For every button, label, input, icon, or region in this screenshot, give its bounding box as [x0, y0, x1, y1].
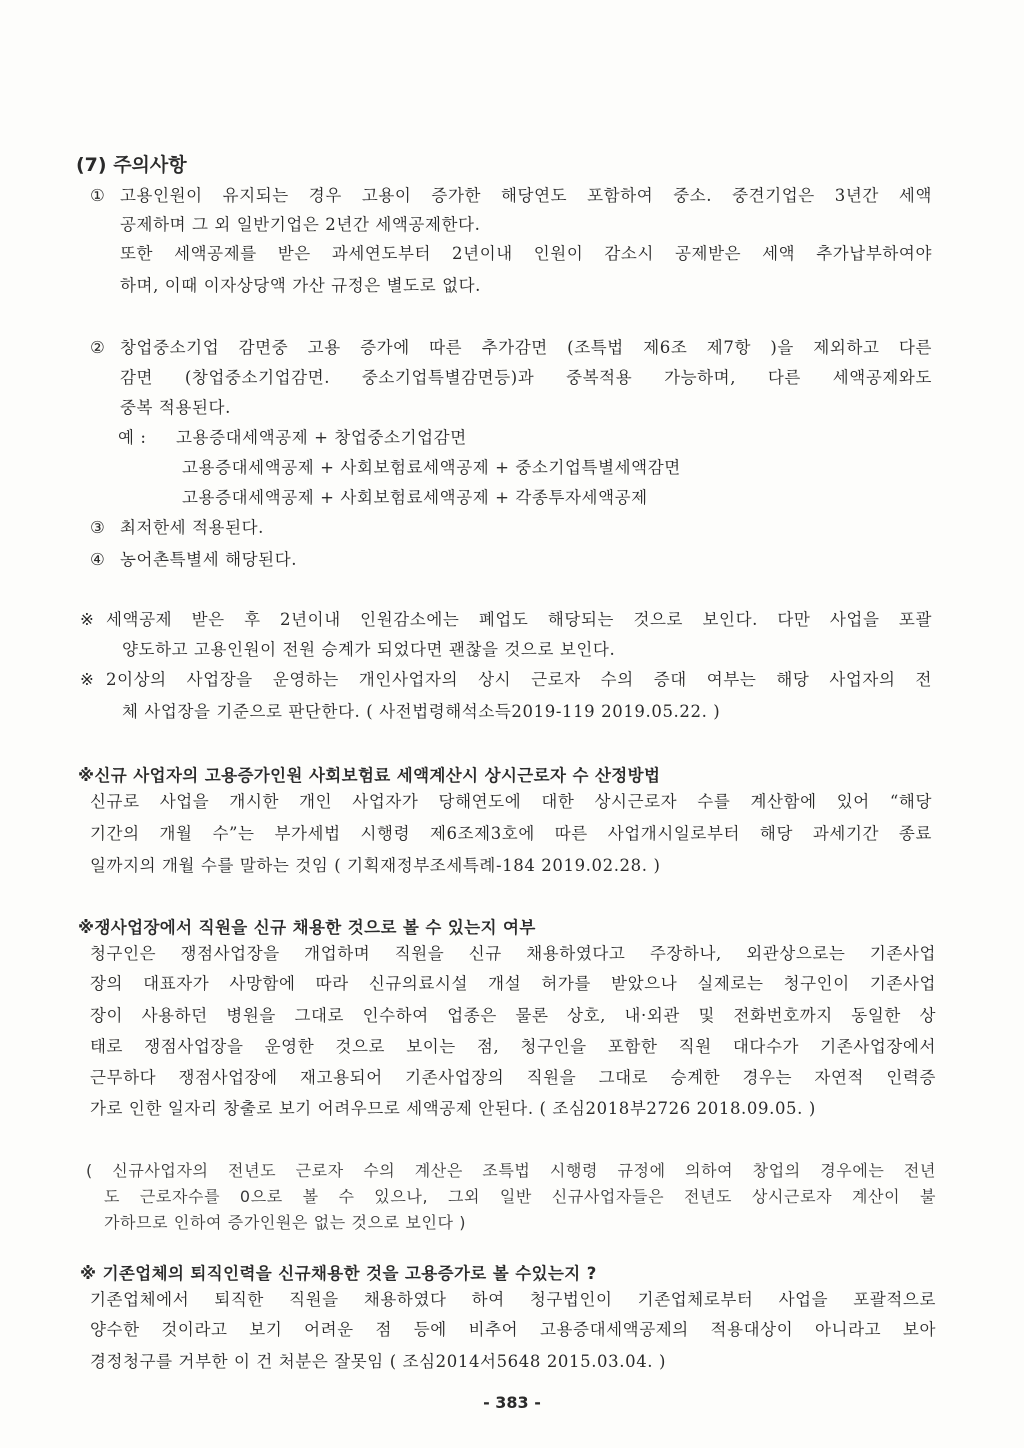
paragraph-line: 가로 인한 일자리 창출로 보기 어려우므로 세액공제 안된다. ( 조심2018부2726 2018.09.05. ): [90, 1099, 816, 1118]
item-marker: ②: [90, 338, 106, 357]
section-heading: ※ 기존업체의 퇴직인력을 신규채용한 것을 고용증가로 볼 수있는지 ?: [80, 1264, 597, 1283]
note-line: 체 사업장을 기준으로 판단한다. ( 사전법령해석소득2019-119 2019.05.22. ): [122, 702, 721, 721]
paragraph-line: 기존업체에서 퇴직한 직원을 채용하였다 하여 청구법인이 기존업체로부터 사업을 포괄적으로: [90, 1290, 936, 1309]
paragraph-line: 하며, 이때 이자상당액 가산 규정은 별도로 없다.: [120, 276, 481, 295]
paragraph-line: 경정청구를 거부한 이 건 처분은 잘못임 ( 조심2014서5648 2015.03.04. ): [90, 1352, 667, 1371]
note-line: 2이상의 사업장을 운영하는 개인사업자의 상시 근로자 수의 증대 여부는 해당 사업자의 전: [106, 670, 932, 689]
paragraph-line: 감면 (창업중소기업감면. 중소기업특별감면등)과 중복적용 가능하며, 다른 세액공제와도: [120, 368, 932, 387]
paragraph-line: 신규로 사업을 개시한 개인 사업자가 당해연도에 대한 상시근로자 수를 계산함에 있어 “해당: [90, 792, 932, 811]
paragraph-line: 청구인은 쟁점사업장을 개업하며 직원을 신규 채용하였다고 주장하나, 외관상으로는 기존사업: [90, 944, 936, 963]
note-marker: ※: [80, 670, 95, 689]
paragraph-line: 창업중소기업 감면중 고용 증가에 따른 추가감면 (조특법 제6조 제7항 )을 제외하고 다른: [120, 338, 932, 357]
example-line: 고용증대세액공제 + 사회보험료세액공제 + 중소기업특별세액감면: [182, 458, 681, 477]
paragraph-line: 태로 쟁점사업장을 운영한 것으로 보이는 점, 청구인을 포함한 직원 대다수가 기존사업장에서: [90, 1037, 936, 1056]
example-line: 고용증대세액공제 + 창업중소기업감면: [176, 428, 467, 447]
handwritten-note-line: ( 신규사업자의 전년도 근로자 수의 계산은 조특법 시행령 규정에 의하여 창업의 경우에는 전년: [86, 1161, 936, 1180]
section-heading: (7) 주의사항: [76, 154, 187, 176]
page-number: - 383 -: [483, 1393, 541, 1412]
paragraph-line: 고용인원이 유지되는 경우 고용이 증가한 해당연도 포함하여 중소. 중견기업은 3년간 세액: [120, 186, 932, 205]
paragraph-line: 장의 대표자가 사망함에 따라 신규의료시설 개설 허가를 받았으나 실제로는 청구인이 기존사업: [90, 974, 936, 993]
paragraph-line: 기간의 개월 수”는 부가세법 시행령 제6조제3호에 따른 사업개시일로부터 해당 과세기간 종료: [90, 824, 932, 843]
handwritten-note-line: 가하므로 인하여 증가인원은 없는 것으로 보인다 ): [104, 1213, 467, 1232]
paragraph-line: 일까지의 개월 수를 말하는 것임 ( 기획재정부조세특례-184 2019.02.28. ): [90, 856, 661, 875]
paragraph-line: 최저한세 적용된다.: [120, 518, 265, 537]
item-marker: ④: [90, 550, 106, 569]
note-marker: ※: [80, 610, 95, 629]
note-line: 세액공제 받은 후 2년이내 인원감소에는 폐업도 해당되는 것으로 보인다. 다만 사업을 포괄: [106, 610, 932, 629]
example-line: 고용증대세액공제 + 사회보험료세액공제 + 각종투자세액공제: [182, 488, 648, 507]
example-label: 예 :: [118, 428, 147, 447]
item-marker: ③: [90, 518, 106, 537]
section-heading: ※쟁사업장에서 직원을 신규 채용한 것으로 볼 수 있는지 여부: [78, 918, 536, 937]
item-marker: ①: [90, 186, 106, 205]
section-heading: ※신규 사업자의 고용증가인원 사회보험료 세액계산시 상시근로자 수 산정방법: [78, 766, 661, 785]
paragraph-line: 양수한 것이라고 보기 어려운 점 등에 비추어 고용증대세액공제의 적용대상이 아니라고 보아: [90, 1320, 936, 1339]
note-line: 양도하고 고용인원이 전원 승계가 되었다면 괜찮을 것으로 보인다.: [122, 640, 616, 659]
paragraph-line: 중복 적용된다.: [120, 398, 231, 417]
paragraph-line: 공제하며 그 외 일반기업은 2년간 세액공제한다.: [120, 215, 481, 234]
paragraph-line: 농어촌특별세 해당된다.: [120, 550, 298, 569]
handwritten-note-line: 도 근로자수를 0으로 볼 수 있으나, 그외 일반 신규사업자들은 전년도 상시근로자 계산이 불: [104, 1187, 936, 1206]
paragraph-line: 근무하다 쟁점사업장에 재고용되어 기존사업장의 직원을 그대로 승계한 경우는 자연적 인력증: [90, 1068, 936, 1087]
paragraph-line: 또한 세액공제를 받은 과세연도부터 2년이내 인원이 감소시 공제받은 세액 추가납부하여야: [120, 244, 932, 263]
paragraph-line: 장이 사용하던 병원을 그대로 인수하여 업종은 물론 상호, 내·외관 및 전화번호까지 동일한 상: [90, 1006, 936, 1025]
